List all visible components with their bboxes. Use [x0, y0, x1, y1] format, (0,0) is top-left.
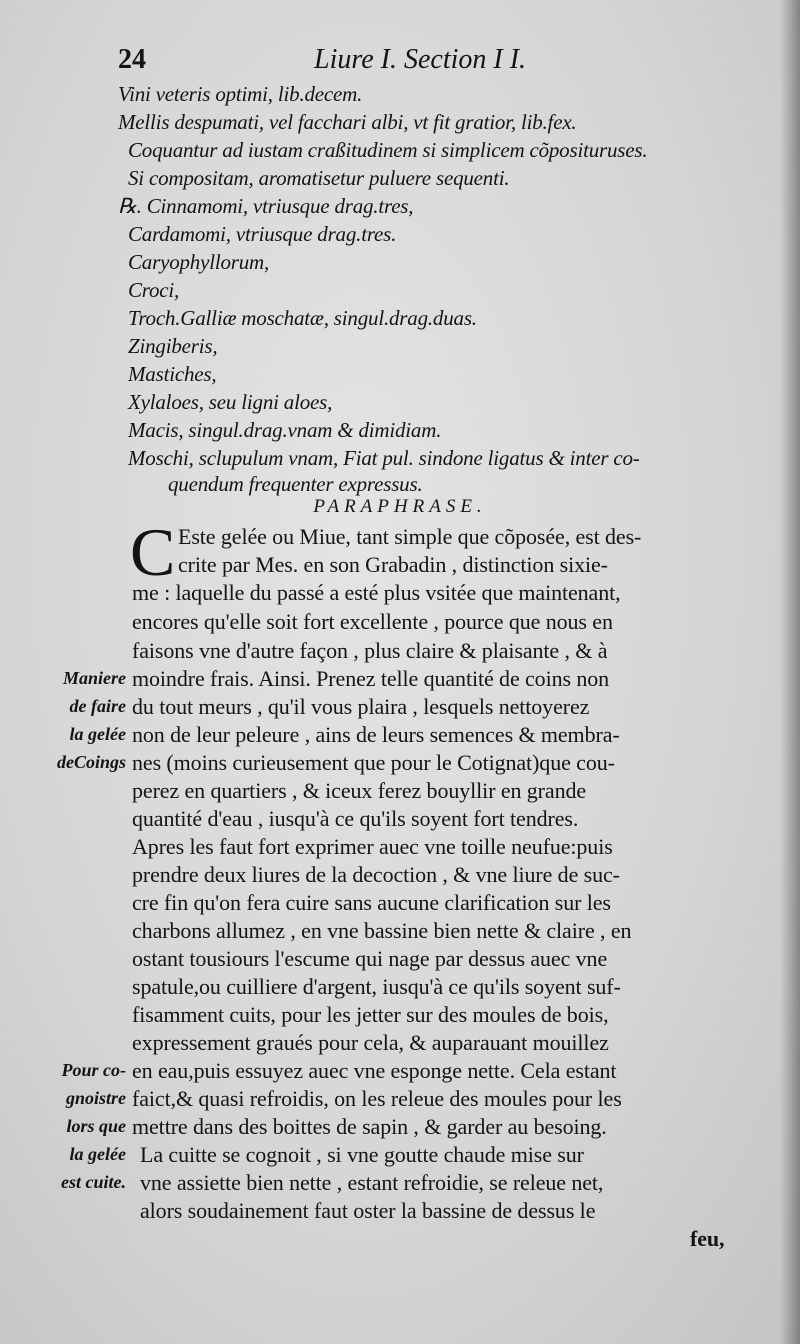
body-line: cre fin qu'on fera cuire sans aucune clarification sur les: [132, 890, 611, 915]
recipe-line: Vini veteris optimi, lib.decem.: [118, 82, 363, 106]
page-number: 24: [118, 44, 146, 75]
recipe-line: Macis, singul.drag.vnam & dimidiam.: [128, 418, 442, 442]
body-line: mettre dans des boittes de sapin , & garder au besoing.: [132, 1114, 607, 1139]
margin-note-line: de faire: [69, 696, 126, 716]
margin-note-line: la gelée: [69, 724, 126, 744]
section-heading: PARAPHRASE.: [313, 496, 487, 517]
body-line: prendre deux liures de la decoction , & vne liure de suc-: [132, 862, 620, 887]
recipe-line: ℞. Cinnamomi, vtriusque drag.tres,: [118, 194, 414, 218]
margin-note-line: la gelée: [69, 1144, 126, 1164]
recipe-line: Xylaloes, seu ligni aloes,: [128, 390, 333, 414]
body-line: charbons allumez , en vne bassine bien nette & claire , en: [132, 918, 632, 943]
body-line: me : laquelle du passé a esté plus vsitée que maintenant,: [132, 580, 621, 605]
recipe-line: Croci,: [128, 278, 180, 302]
body-line: La cuitte se cognoit , si vne goutte chaude mise sur: [140, 1142, 584, 1167]
body-line: fisamment cuits, pour les jetter sur des moules de bois,: [132, 1002, 609, 1027]
recipe-line: Zingiberis,: [128, 334, 218, 358]
body-line: expressement graués pour cela, & auparauant mouillez: [132, 1030, 609, 1055]
margin-note-line: Maniere: [63, 668, 126, 688]
running-head: Liure I. Section I I.: [314, 44, 527, 75]
body-line: quantité d'eau , iusqu'à ce qu'ils soyent fort tendres.: [132, 806, 579, 831]
margin-note-line: gnoistre: [65, 1088, 126, 1108]
body-line: perez en quartiers , & iceux ferez bouyllir en grande: [132, 778, 587, 803]
recipe-line: Mellis despumati, vel facchari albi, vt fit gratior, lib.fex.: [118, 110, 577, 134]
margin-note-line: Pour co-: [61, 1060, 126, 1080]
margin-note-line: lors que: [66, 1116, 126, 1136]
body-line: vne assiette bien nette , estant refroidie, se releue net,: [140, 1170, 604, 1195]
recipe-line: Moschi, sclupulum vnam, Fiat pul. sindone ligatus & inter co-: [128, 446, 640, 470]
body-line: ostant tousiours l'escume qui nage par dessus auec vne: [132, 946, 608, 971]
margin-note-line: est cuite.: [61, 1172, 126, 1192]
recipe-line: Troch.Galliæ moschatæ, singul.drag.duas.: [128, 306, 477, 330]
body-line: du tout meurs , qu'il vous plaira , lesquels nettoyerez: [132, 694, 590, 719]
body-line: nes (moins curieusement que pour le Cotignat)que cou-: [132, 750, 615, 775]
recipe-line: Caryophyllorum,: [128, 250, 270, 274]
body-line: Este gelée ou Miue, tant simple que cõposée, est des-: [178, 524, 642, 549]
recipe-line: quendum frequenter expressus.: [168, 472, 423, 496]
body-line: faisons vne d'autre façon , plus claire & plaisante , & à: [132, 638, 608, 663]
margin-note-line: deCoings: [56, 752, 126, 772]
recipe-line: Mastiches,: [128, 362, 217, 386]
body-line: non de leur peleure , ains de leurs semences & membra-: [132, 722, 620, 747]
body-line: crite par Mes. en son Grabadin , distinction sixie-: [178, 552, 608, 577]
recipe-line: Si compositam, aromatisetur puluere sequenti.: [128, 166, 510, 190]
body-line: en eau,puis essuyez auec vne esponge nette. Cela estant: [132, 1058, 617, 1083]
body-line: encores qu'elle soit fort excellente , pource que nous en: [132, 609, 613, 634]
page-edge-shadow: [780, 0, 800, 1344]
recipe-line: Coquantur ad iustam craßitudinem si simplicem cõposituruses.: [128, 138, 648, 162]
body-line: alors soudainement faut oster la bassine de dessus le: [140, 1198, 596, 1223]
drop-cap: C: [130, 514, 176, 590]
recipe-line: Cardamomi, vtriusque drag.tres.: [128, 222, 397, 246]
page-header: [118, 44, 768, 80]
body-line: Apres les faut fort exprimer auec vne toille neufue:puis: [132, 834, 613, 859]
body-line: moindre frais. Ainsi. Prenez telle quantité de coins non: [132, 666, 610, 691]
body-line: spatule,ou cuilliere d'argent, iusqu'à ce qu'ils soyent suf-: [132, 974, 621, 999]
body-line: faict,& quasi refroidis, on les releue des moules pour les: [132, 1086, 622, 1111]
catchword: feu,: [690, 1226, 725, 1251]
